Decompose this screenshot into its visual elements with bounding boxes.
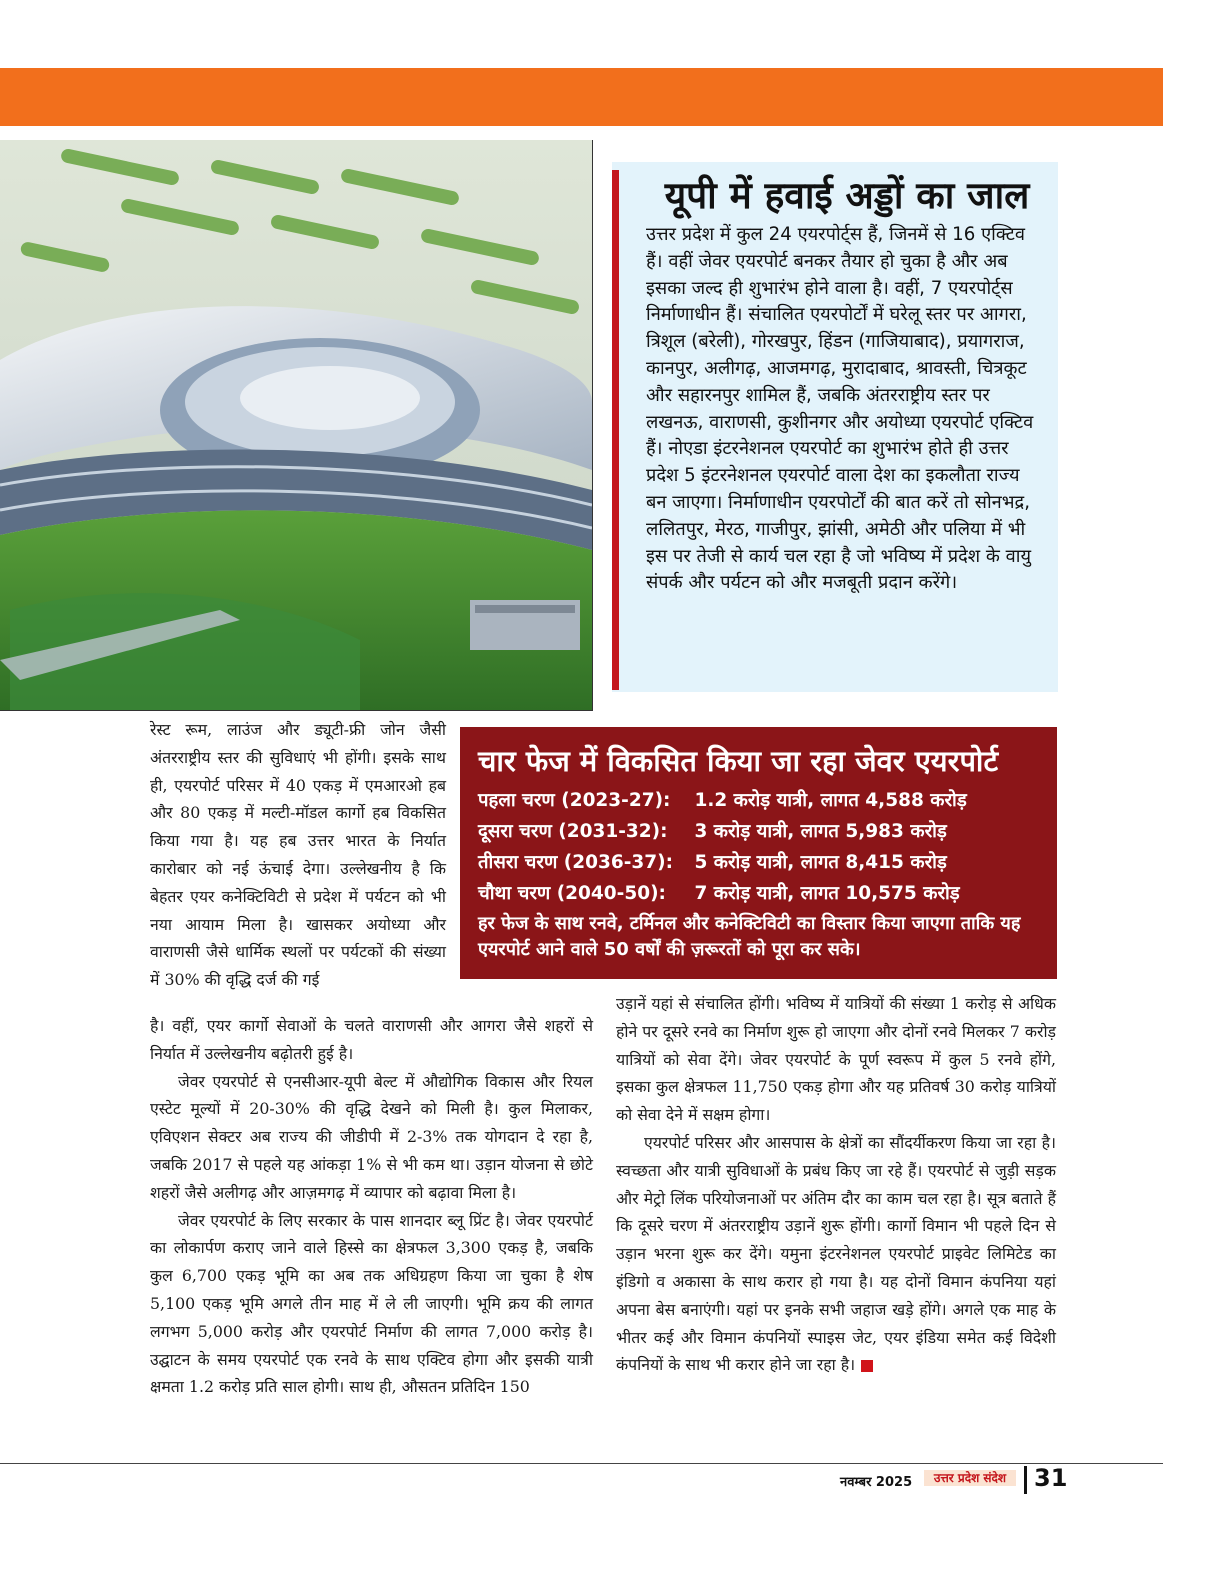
phase-label: दूसरा चरण (2031-32):	[478, 821, 668, 842]
phase-row	[478, 818, 1048, 849]
phase-row	[478, 787, 1048, 818]
phase-detail: 5 करोड़ यात्री, लागत 8,415 करोड़	[694, 852, 947, 873]
info-box-accent-rule	[612, 170, 619, 690]
article-column-right	[616, 990, 1056, 1379]
footer-date: नवम्बर 2025	[840, 1475, 913, 1490]
phase-label: तीसरा चरण (2036-37):	[478, 852, 673, 873]
phase-box-jewar	[460, 727, 1057, 979]
phase-box-title: चार फेज में विकसित किया जा रहा जेवर एयरपोर्ट	[478, 744, 999, 778]
article-paragraph: है। वहीं, एयर कार्गो सेवाओं के चलते वाराणसी और आगरा जैसे शहरों से निर्यात में उल्लेखनीय बढ़ोतरी हुई है।	[150, 1016, 593, 1063]
phase-list	[478, 787, 1048, 911]
info-box-airport-network	[612, 162, 1058, 692]
phase-detail: 1.2 करोड़ यात्री, लागत 4,588 करोड़	[694, 790, 967, 811]
article-paragraph: जेवर एयरपोर्ट से एनसीआर-यूपी बेल्ट में औद्योगिक विकास और रियल एस्टेट मूल्यों में 20-30% की वृद्धि देखने को मिली है। कुल मिलाकर, एविएशन सेक्टर अब राज्य की जीडीपी में 2-3% तक योगदान दे रहा है, जबकि 2017 से पहले यह आंकड़ा 1% से भी कम था। उड़ान योजना से छोटे शहरों जैसे अलीगढ़ और आज़मगढ़ में व्यापार को बढ़ावा मिला है।	[150, 1071, 593, 1202]
phase-row	[478, 880, 1048, 911]
article-column-left	[150, 1012, 593, 1401]
phase-detail: 7 करोड़ यात्री, लागत 10,575 करोड़	[694, 883, 960, 904]
phase-label: पहला चरण (2023-27):	[478, 790, 671, 811]
phase-label: चौथा चरण (2040-50):	[478, 883, 666, 904]
article-paragraph-last	[616, 1129, 1056, 1379]
footer-separator	[1024, 1466, 1027, 1494]
footer-rule	[0, 1463, 1163, 1464]
phase-detail: 3 करोड़ यात्री, लागत 5,983 करोड़	[694, 821, 947, 842]
end-mark-icon	[861, 1360, 873, 1372]
article-paragraph: जेवर एयरपोर्ट के लिए सरकार के पास शानदार ब्लू प्रिंट है। जेवर एयरपोर्ट का लोकार्पण कराए जाने वाले हिस्से का क्षेत्रफल 3,300 एकड़ है, जबकि कुल 6,700 एकड़ भूमि का अब तक अधिग्रहण किया जा चुका है शेष 5,100 एकड़ भूमि अगले तीन माह में ले ली जाएगी। भूमि क्रय की लागत लगभग 5,000 करोड़ और एयरपोर्ट निर्माण की लागत 7,000 करोड़ है। उद्घाटन के समय एयरपोर्ट एक रनवे के साथ एक्टिव होगा और इसकी यात्री क्षमता 1.2 करोड़ प्रति साल होगी। साथ ही, औसतन प्रतिदिन 150	[150, 1210, 593, 1397]
article-column-left-top: रेस्ट रूम, लाउंज और ड्यूटी-फ्री जोन जैसी अंतरराष्ट्रीय स्तर की सुविधाएं भी होंगी। इसके साथ ही, एयरपोर्ट परिसर में 40 एकड़ में एमआरओ हब और 80 एकड़ में मल्टी-मॉडल कार्गो हब विकसित किया गया है। यह हब उत्तर भारत के निर्यात कारोबार को नई ऊंचाई देगा। उल्लेखनीय है कि बेहतर एयर कनेक्टिविटी से प्रदेश में पर्यटन को भी नया आयाम मिला है। खासकर अयोध्या और वाराणसी जैसे धार्मिक स्थलों पर पर्यटकों की संख्या में 30% की वृद्धि दर्ज की गई	[150, 720, 446, 990]
phase-box-note: हर फेज के साथ रनवे, टर्मिनल और कनेक्टिविटी का विस्तार किया जाएगा ताकि यह एयरपोर्ट आने वाले 50 वर्षों की ज़रूरतों को पूरा कर सके।	[478, 913, 1021, 960]
phase-row	[478, 849, 1048, 880]
page-number: 31	[1034, 1464, 1068, 1492]
magazine-logo: उत्तर प्रदेश संदेश	[924, 1470, 1016, 1486]
article-paragraph: उड़ानें यहां से संचालित होंगी। भविष्य में यात्रियों की संख्या 1 करोड़ से अधिक होने पर दूसरे रनवे का निर्माण शुरू हो जाएगा और दोनों रनवे मिलकर 7 करोड़ यात्रियों को सेवा देंगे। जेवर एयरपोर्ट के पूर्ण स्वरूप में कुल 5 रनवे होंगे, इसका कुल क्षेत्रफल 11,750 एकड़ होगा और यह प्रतिवर्ष 30 करोड़ यात्रियों को सेवा देने में सक्षम होगा।	[616, 994, 1056, 1125]
header-orange-band	[0, 68, 1163, 126]
article-paragraph-text: एयरपोर्ट परिसर और आसपास के क्षेत्रों का सौंदर्यीकरण किया जा रहा है। स्वच्छता और यात्री सुविधाओं के प्रबंध किए जा रहे हैं। एयरपोर्ट से जुड़ी सड़क और मेट्रो लिंक परियोजनाओं पर अंतिम दौर का काम चल रहा है। सूत्र बताते हैं कि दूसरे चरण में अंतरराष्ट्रीय उड़ानें शुरू होंगी। कार्गो विमान भी पहले दिन से उड़ान भरना शुरू कर देंगे। यमुना इंटरनेशनल एयरपोर्ट प्राइवेट लिमिटेड का इंडिगो व अकासा के साथ करार हो गया है। यह दोनों विमान कंपनिया यहां अपना बेस बनाएंगी। यहां पर इनके सभी जहाज खड़े होंगे। अगले एक माह के भीतर कई और विमान कंपनियों स्पाइस जेट, एयर इंडिया समेत कई विदेशी कंपनियों के साथ भी करार होने जा रहा है।	[616, 1132, 1056, 1375]
info-box-text: उत्तर प्रदेश में कुल 24 एयरपोर्ट्स हैं, जिनमें से 16 एक्टिव हैं। वहीं जेवर एयरपोर्ट बनकर तैयार हो चुका है और अब इसका जल्द ही शुभारंभ होने वाला है। वहीं, 7 एयरपोर्ट्स निर्माणाधीन हैं। संचालित एयरपोर्टों में घरेलू स्तर पर आगरा, त्रिशूल (बरेली), गोरखपुर, हिंडन (गाजियाबाद), प्रयागराज, कानपुर, अलीगढ़, आजमगढ़, मुरादाबाद, श्रावस्ती, चित्रकूट और सहारनपुर शामिल हैं, जबकि अंतरराष्ट्रीय स्तर पर लखनऊ, वाराणसी, कुशीनगर और अयोध्या एयरपोर्ट एक्टिव हैं। नोएडा इंटरनेशनल एयरपोर्ट का शुभारंभ होते ही उत्तर प्रदेश 5 इंटरनेशनल एयरपोर्ट वाला देश का इकलौता राज्य बन जाएगा। निर्माणाधीन एयरपोर्टों की बात करें तो सोनभद्र, ललितपुर, मेरठ, गाजीपुर, झांसी, अमेठी और पलिया में भी इस पर तेजी से कार्य चल रहा है जो भविष्य में प्रदेश के वायु संपर्क और पर्यटन को और मजबूती प्रदान करेंगे।	[646, 224, 1034, 594]
airport-illustration	[0, 140, 593, 711]
info-box-title: यूपी में हवाई अड्डों का जाल	[664, 174, 1030, 217]
